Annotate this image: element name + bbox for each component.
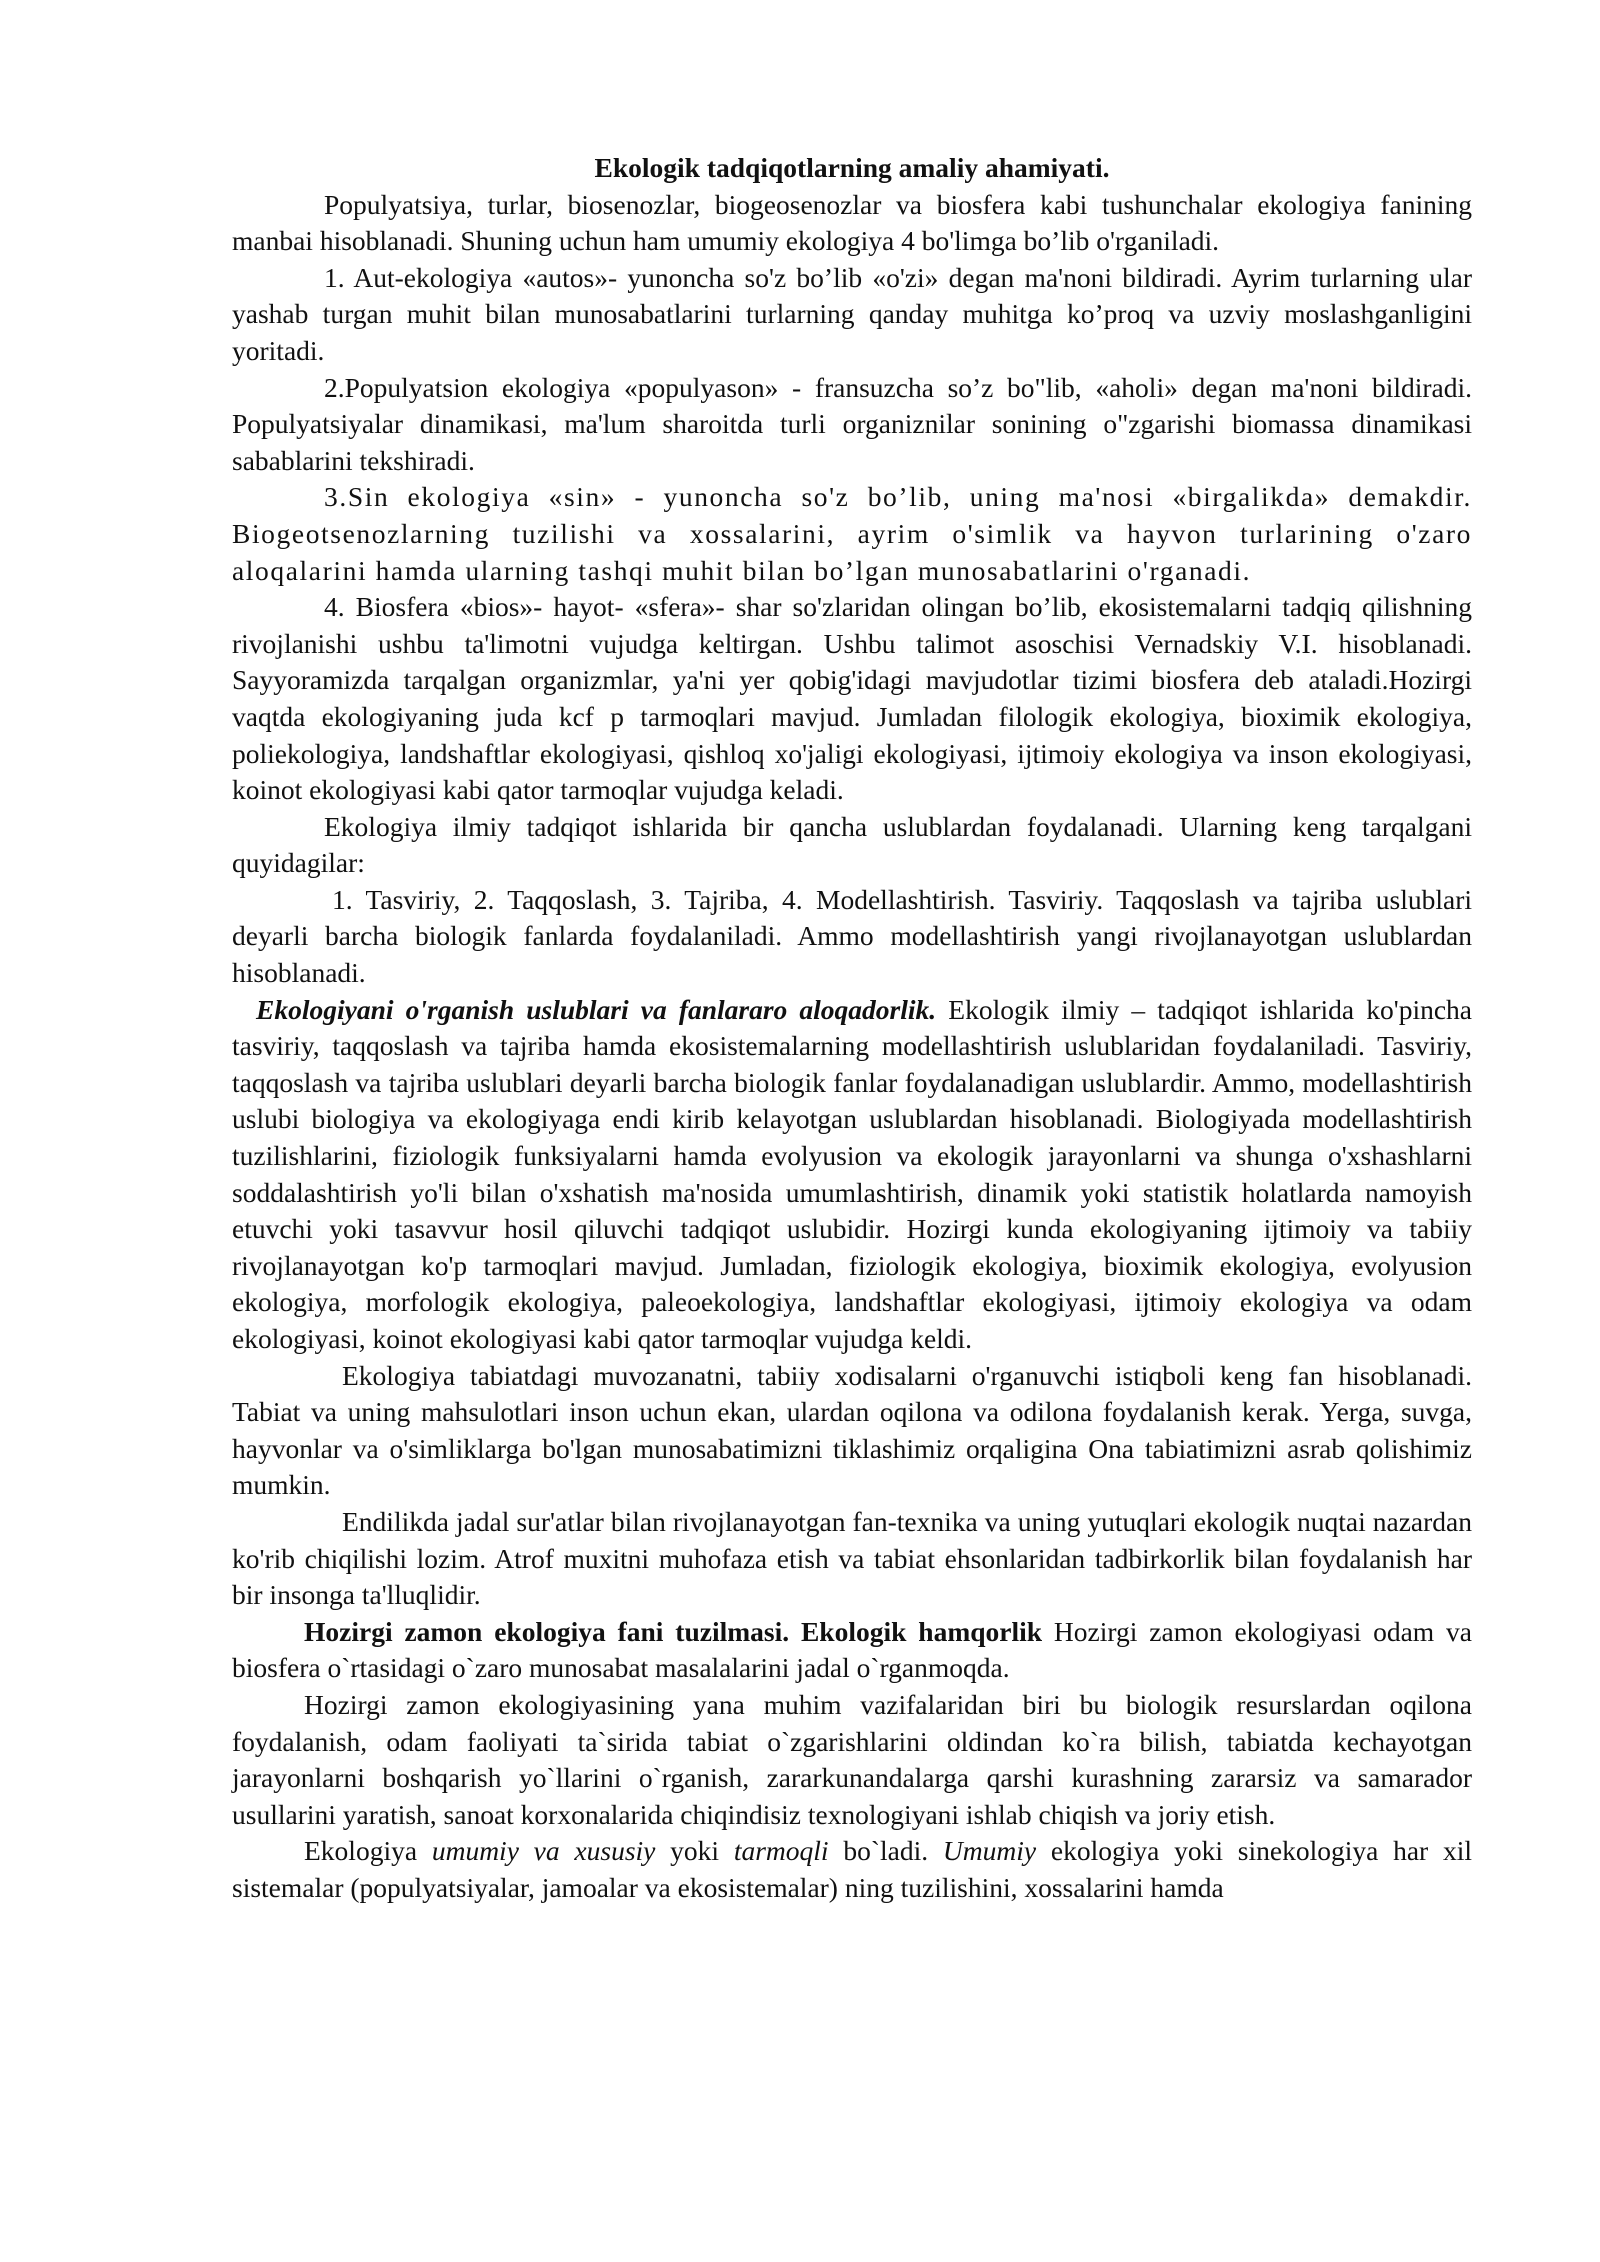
paragraph-population-ecology: 2.Populyatsion ekologiya «populyason» - fransuzcha so’z bo"lib, «aholi» degan ma'noni bildiradi. Populyatsiyalar dinamikasi, ma'lum sharoitda turli organiznilar sonining o"zgarishi biomassa dinamikasi sabablarini tekshiradi. (232, 371, 1472, 476)
paragraph-methods-intro: Ekologiya ilmiy tadqiqot ishlarida bir qancha uslublardan foydalanadi. Ularning keng tarqalgani quyidagilar: (232, 810, 1472, 879)
paragraph-intro: Populyatsiya, turlar, biosenozlar, biogeosenozlar va biosfera kabi tushunchalar ekologiya fanining manbai hisoblanadi. Shuning uchun ham umumiy ekologiya 4 bo'limga bo’lib o'rganiladi. (232, 188, 1472, 257)
paragraph-interdisciplinary (232, 992, 1472, 1358)
text-run: bo`ladi. (828, 1835, 943, 1867)
paragraph-general-ecology (232, 1833, 1472, 1906)
paragraph-modern-tasks: Hozirgi zamon ekologiyasining yana muhim vazifalaridan biri bu biologik resurslardan oqilona foydalanish, odam faoliyati ta`sirida tabiat o`zgarishlarini oldindan ko`ra bilish, tabiatda kechayotgan jarayonlarni boshqarish yo`llarini o`rganish, zararkunandalarga qarshi kurashning zararsiz va samarador usullarini yaratish, sanoat korxonalarida chiqindisiz texnologiyani ishlab chiqish va joriy etish. (232, 1688, 1472, 1830)
paragraph-autecology: 1. Aut-ekologiya «autos»- yunoncha so'z bo’lib «o'zi» degan ma'noni bildiradi. Ayrim turlarning ular yashab turgan muhit bilan munosabatlarini turlarning qanday muhitga ko’proq va uzviy moslashganligini yoritadi. (232, 261, 1472, 366)
italic-run: Umumiy (942, 1835, 1037, 1867)
document-title: Ekologik tadqiqotlarning amaliy ahamiyati. (594, 152, 1110, 183)
paragraph-modern-structure-text: Hozirgi zamon ekologiyasi odam va biosfera o`rtasidagi o`zaro munosabat masalalarini jadal o`rganmoqda. (232, 1615, 1472, 1684)
italic-run: umumiy va xususiy (431, 1835, 656, 1867)
document-page (232, 150, 1472, 1907)
section-heading-modern: Hozirgi zamon ekologiya fani tuzilmasi. Ekologik hamqorlik (304, 1615, 1043, 1647)
paragraph-technology: Endilikda jadal sur'atlar bilan rivojlanayotgan fan-texnika va uning yutuqlari ekologik nuqtai nazardan ko'rib chiqilishi lozim. Atrof muxitni muhofaza etish va tabiat ehsonlaridan tadbirkorlik bilan foydalanish har bir insonga ta'lluqlidir. (232, 1505, 1472, 1611)
text-run: yoki (655, 1835, 734, 1867)
paragraph-balance: Ekologiya tabiatdagi muvozanatni, tabiiy xodisalarni o'rganuvchi istiqboli keng fan hisoblanadi. Tabiat va uning mahsulotlari inson uchun ekan, ulardan oqilona va odilona foydalanish kerak. Yerga, suvga, hayvonlar va o'simliklarga bo'lgan munosabatimizni tiklashimiz orqaligina Ona tabiatimizni asrab qolishimiz mumkin. (232, 1359, 1472, 1501)
paragraph-biosphere: 4. Biosfera «bios»- hayot- «sfera»- shar so'zlaridan olingan bo’lib, ekosistemalarni tadqiq qilishning rivojlanishi ushbu ta'limotni vujudga keltirgan. Ushbu talimot asoschisi Vernadskiy V.I. hisoblanadi. Sayyoramizda tarqalgan organizmlar, ya'ni yer qobig'idagi mavjudotlar tizimi biosfera deb ataladi.Hozirgi vaqtda ekologiyaning juda kcf p tarmoqlari mavjud. Jumladan filologik ekologiya, bioximik ekologiya, poliekologiya, landshaftlar ekologiyasi, qishloq xo'jaligi ekologiyasi, ijtimoiy ekologiya va inson ekologiyasi, koinot ekologiyasi kabi qator tarmoqlar vujudga keladi. (232, 591, 1472, 806)
section-heading-methods: Ekologiyani o'rganish uslublari va fanlararo aloqadorlik. (256, 993, 937, 1025)
text-run: Ekologiya (304, 1835, 432, 1867)
text-run: ekologiya yoki sinekologiya har xil sistemalar (populyatsiyalar, jamoalar va ekosistemalar) ning tuzilishini, xossalarini hamda (232, 1835, 1473, 1903)
italic-run: tarmoqli (733, 1835, 829, 1867)
paragraph-modern-structure (232, 1614, 1472, 1687)
paragraph-synecology: 3.Sin ekologiya «sin» - yunoncha so'z bo’lib, uning ma'nosi «birgalikda» demakdir. Biogeotsenozlarning tuzilishi va xossalarini, ayrim o'simlik va hayvon turlarining o'zaro aloqalarini hamda ularning tashqi muhit bilan bo’lgan munosabatlarini o'rganadi. (232, 481, 1472, 586)
paragraph-interdisciplinary-text: Ekologik ilmiy – tadqiqot ishlarida ko'pincha tasviriy, taqqoslash va tajriba hamda ekosistemalarning modellashtirish uslublaridan foydalaniladi. Tasviriy, taqqoslash va tajriba uslublari deyarli barcha biologik fanlar foydalanadigan uslublardir. Ammo, modellashtirish uslubi biologiya va ekologiyaga endi kirib kelayotgan uslublardan hisoblanadi. Biologiyada modellashtirish tuzilishlarini, fiziologik funksiyalarni hamda evolyusion va ekologik jarayonlarni va shunga o'xshashlarni soddalashtirish yo'li bilan o'xshatish ma'nosida umumlashtirish, dinamik yoki statistik holatlarda namoyish etuvchi yoki tasavvur hosil qiluvchi tadqiqot uslubidir. Hozirgi kunda ekologiyaning ijtimoiy va tabiiy rivojlanayotgan ko'p tarmoqlari mavjud. Jumladan, fiziologik ekologiya, bioximik ekologiya, evolyusion ekologiya, morfologik ekologiya, paleoekologiya, landshaftlar ekologiyasi, ijtimoiy ekologiya va odam ekologiyasi, koinot ekologiyasi kabi qator tarmoqlar vujudga keldi. (232, 993, 1473, 1354)
paragraph-methods-list: 1. Tasviriy, 2. Taqqoslash, 3. Tajriba, 4. Modellashtirish. Tasviriy. Taqqoslash va tajriba uslublari deyarli barcha biologik fanlarda foydalaniladi. Ammo modellashtirish yangi rivojlanayotgan uslublardan hisoblanadi. (232, 883, 1472, 989)
